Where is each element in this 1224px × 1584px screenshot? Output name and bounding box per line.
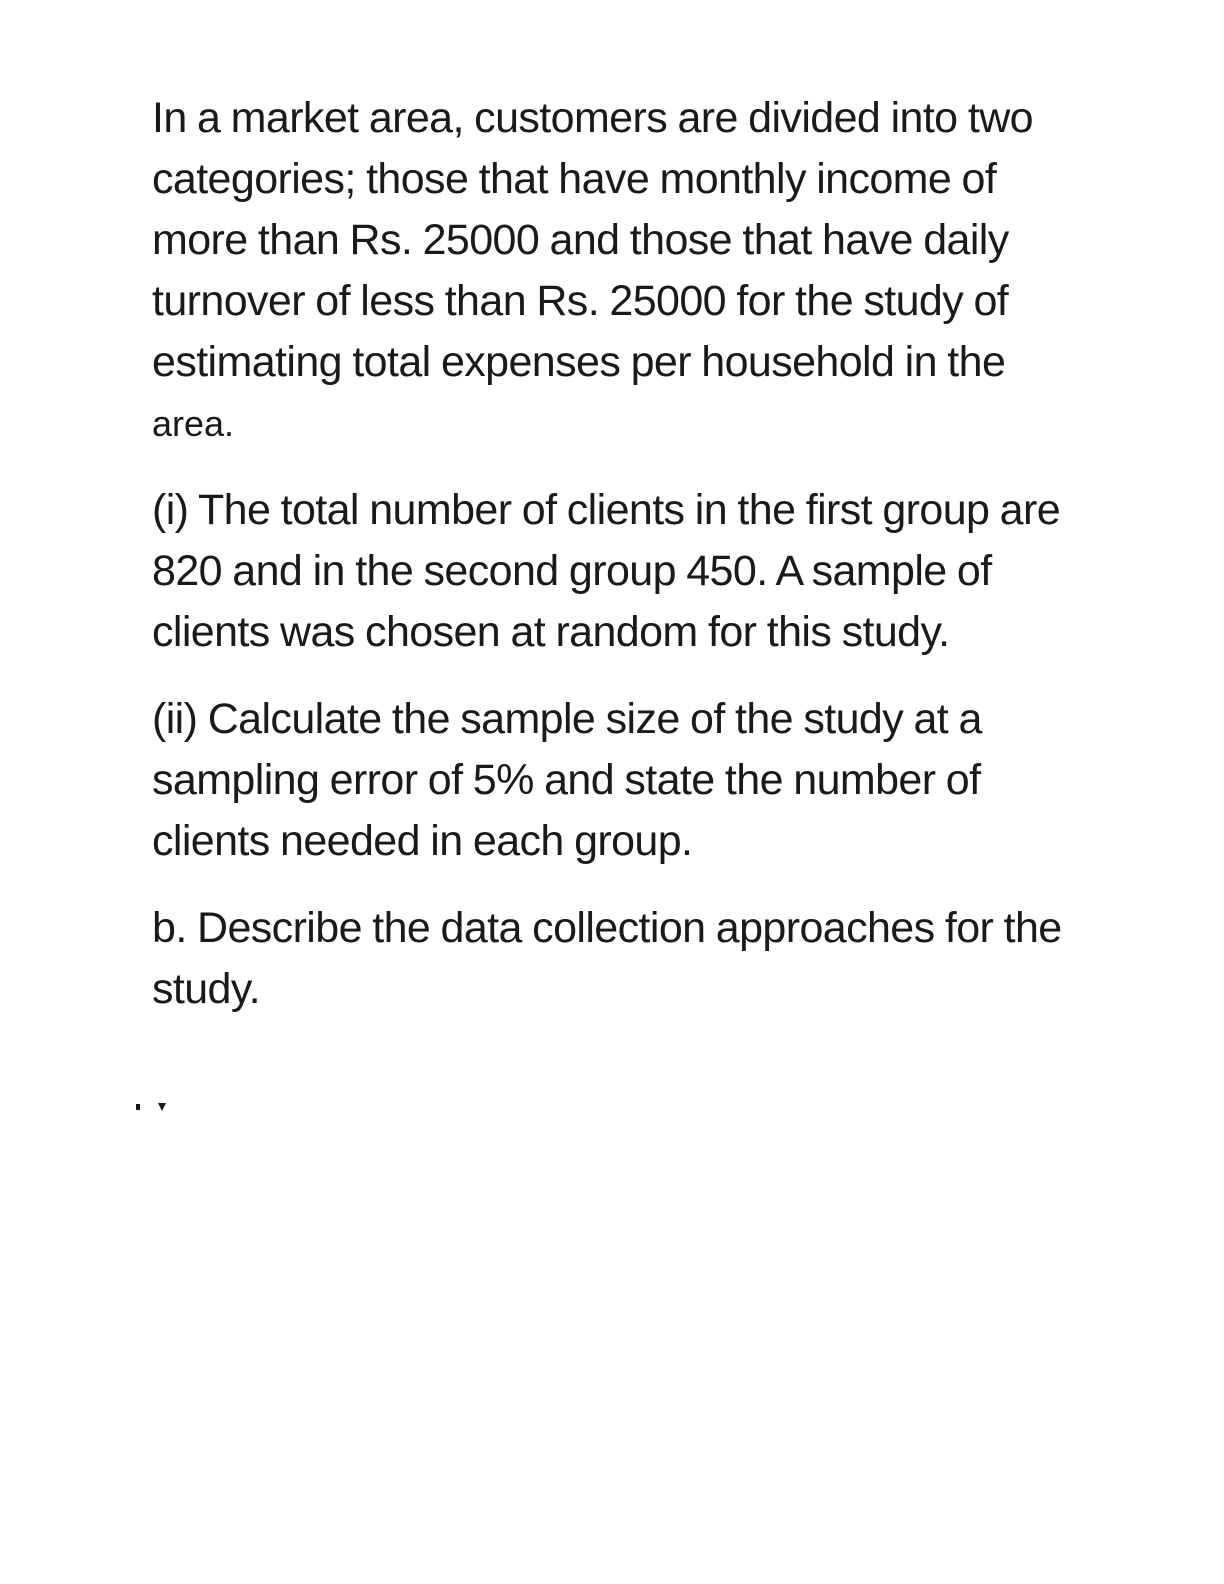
question-text-block <box>152 88 1082 1020</box>
paragraph-intro-text: In a market area, customers are divided into two categories; those that have monthly income of more than Rs. 25000 and those that have daily turnover of less than Rs. 25000 for the study of estimating total expenses per household in the <box>152 94 1033 386</box>
paragraph-intro <box>152 88 1082 454</box>
paragraph-part-ii: (ii) Calculate the sample size of the study at a sampling error of 5% and state the number of clients needed in each group. <box>152 695 982 865</box>
paragraph-intro-tail: area. <box>152 403 235 444</box>
partial-glyph-icon <box>136 1102 170 1112</box>
paragraph-part-i: (i) The total number of clients in the first group are 820 and in the second group 450. A sample of clients was chosen at random for this study. <box>152 486 1061 656</box>
paragraph-part-b: b. Describe the data collection approaches for the study. <box>152 904 1062 1013</box>
